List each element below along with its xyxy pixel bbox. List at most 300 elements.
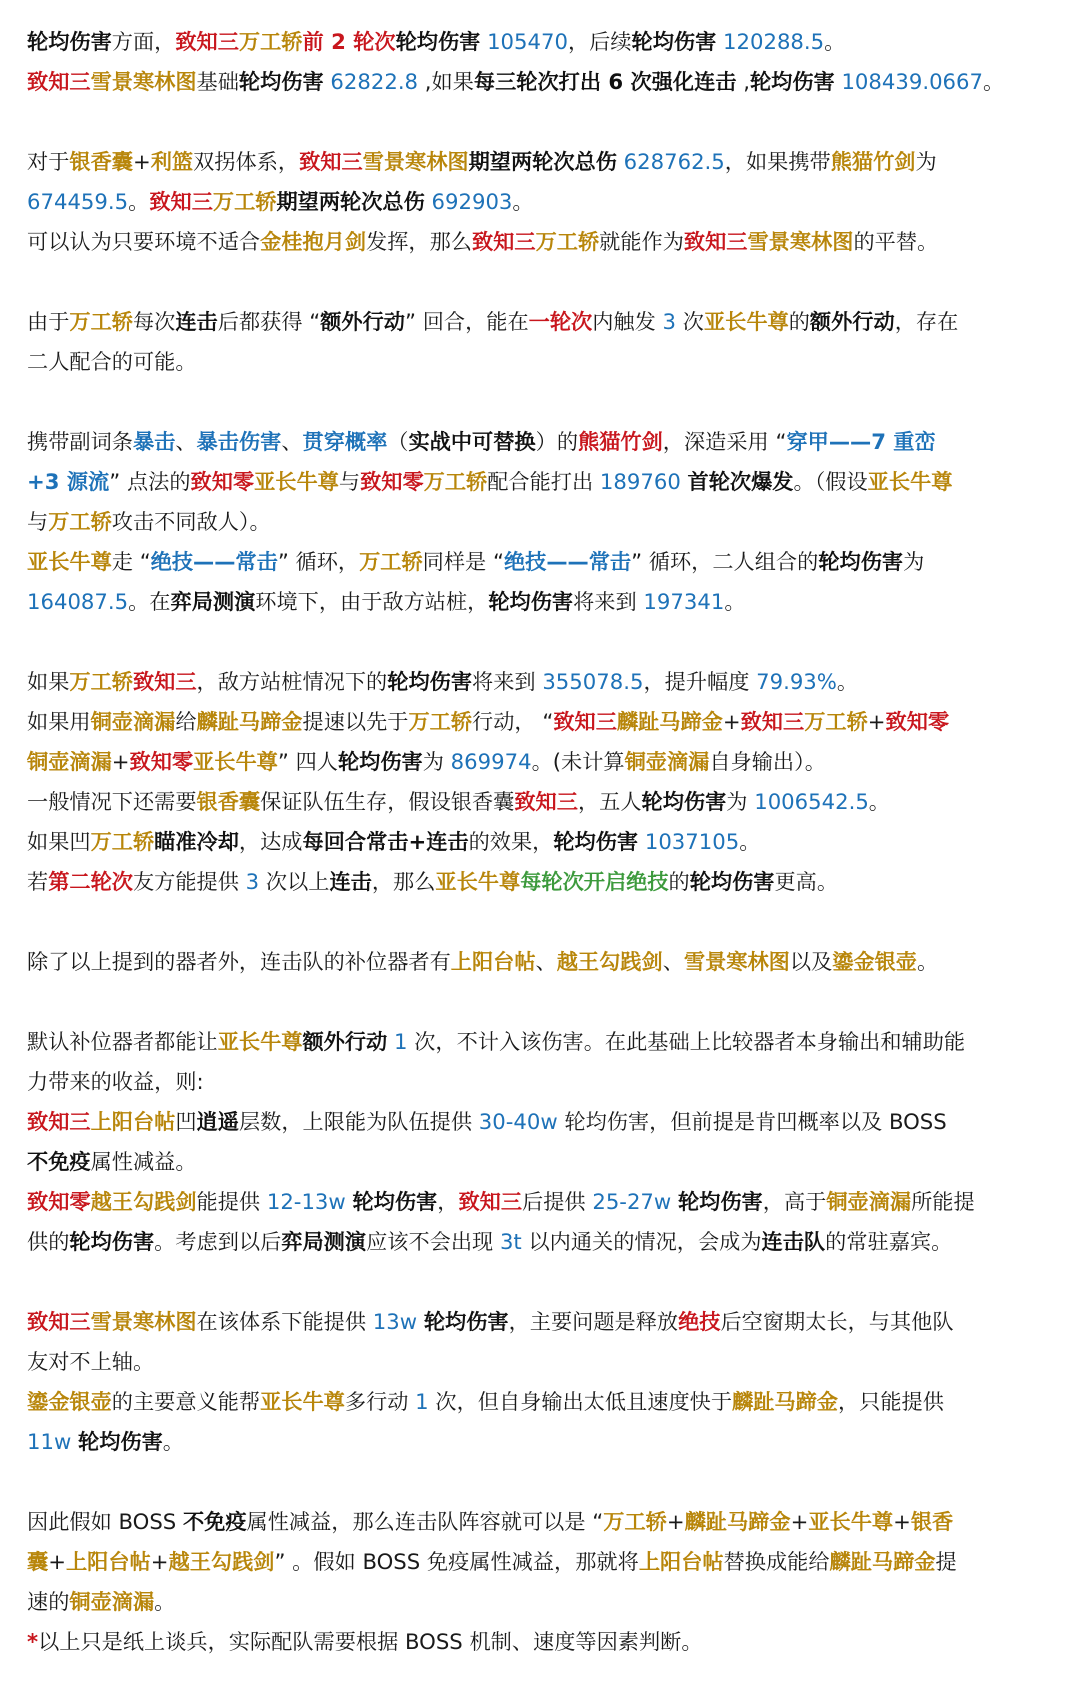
text-span: 凹 <box>175 1109 197 1134</box>
text-span: 。在 <box>128 589 171 614</box>
text-span: 197341 <box>636 589 725 614</box>
text-span: 亚长牛尊 <box>254 469 339 494</box>
text-span: 轮均伤害 <box>677 1189 763 1214</box>
text-span: 的效果， <box>468 829 554 854</box>
text-span: 致知三 <box>132 669 197 694</box>
text-span: ，提升幅度 <box>643 669 750 694</box>
text-span: 轮均伤害 <box>689 869 775 894</box>
text-span: ，高于 <box>762 1189 827 1214</box>
text-span: ）的 <box>535 429 579 454</box>
text-span: 189760 <box>593 469 688 494</box>
text-span: ，后续 <box>567 29 632 54</box>
text-span: 所能提 <box>911 1189 975 1214</box>
text-span: 友对不上轴。 <box>27 1349 155 1374</box>
text-span: 除了以上提到的器者外，连击队的补位器者有 <box>27 949 451 974</box>
text-span: 致知零 <box>360 469 424 494</box>
text-span: 轮均伤害 <box>749 69 835 94</box>
text-span: 亚长牛尊 <box>867 469 953 494</box>
text-span: 致知三 <box>740 709 805 734</box>
text-span: 银香 <box>910 1509 954 1534</box>
text-span: + <box>111 749 130 774</box>
text-span: 。 <box>917 949 939 974</box>
text-span: 3t <box>493 1229 529 1254</box>
text-span: 同样是 “ <box>422 549 504 574</box>
text-span: 二人配合的可能。 <box>27 349 197 374</box>
text-span: 亚长牛尊 <box>217 1029 303 1054</box>
text-line <box>27 1382 1057 1422</box>
text-span: + <box>150 1549 169 1574</box>
text-span: 铜壶滴漏 <box>90 709 176 734</box>
text-span: 为 <box>422 749 444 774</box>
text-span: 对于 <box>27 149 70 174</box>
text-span: 额外行动 <box>809 309 895 334</box>
paragraph <box>27 22 1057 102</box>
text-span: 的主要意义能帮 <box>111 1389 261 1414</box>
text-span: 亚长牛尊 <box>808 1509 894 1534</box>
text-span: 麟趾马蹄金 <box>684 1509 791 1534</box>
text-span: 麟趾马蹄金 <box>196 709 303 734</box>
text-span: 。 <box>836 669 859 694</box>
text-span: 轮均伤害 <box>641 789 727 814</box>
text-span: 致知三 <box>683 229 748 254</box>
text-span: ，五人 <box>577 789 642 814</box>
text-span: 674459.5 <box>27 189 129 214</box>
text-span: 692903 <box>424 189 513 214</box>
text-span: 。 <box>739 829 761 854</box>
text-span: 、 <box>281 429 303 454</box>
text-span: 次，不计入该伤害。在此基础上比较器者本身输出和辅助能 <box>414 1029 966 1054</box>
text-span: 不免疫 <box>182 1509 247 1534</box>
text-span: 后都获得 “ <box>217 309 321 334</box>
text-span: 利篮 <box>150 149 194 174</box>
text-span: 行动， “ <box>472 709 554 734</box>
text-span: + <box>722 709 741 734</box>
text-span: 力带来的收益，则: <box>27 1069 204 1094</box>
text-span: 绝技——常击 <box>150 549 278 574</box>
text-span: 亚长牛尊 <box>260 1389 345 1414</box>
text-span: 友方能提供 <box>132 869 246 894</box>
text-span: 亚长牛尊 <box>435 869 521 894</box>
text-span: 后空窗期太长，与其他队 <box>720 1309 954 1334</box>
text-span: 轮均伤害 <box>395 29 481 54</box>
text-span: 轮均伤害 <box>27 29 112 54</box>
text-span: 麟趾马蹄金 <box>732 1389 838 1414</box>
text-span: 越王勾践剑 <box>556 949 663 974</box>
text-line <box>27 1022 1057 1062</box>
text-span: 鎏金银壶 <box>27 1389 112 1414</box>
text-span: 30-40w <box>472 1109 565 1134</box>
text-span: 的 <box>788 309 810 334</box>
text-span: 如果凹 <box>27 829 91 854</box>
text-span: 给 <box>175 709 197 734</box>
text-line <box>27 782 1057 822</box>
text-span: 1006542.5 <box>747 789 869 814</box>
text-span: 金桂抱月剑 <box>260 229 367 254</box>
text-line <box>27 62 1057 102</box>
text-span: 轮均伤害 <box>631 29 717 54</box>
text-span: 的平替。 <box>853 229 939 254</box>
text-span: 弈局测演 <box>281 1229 367 1254</box>
text-span: 轮均伤害 <box>337 749 423 774</box>
text-span: 多行动 <box>344 1389 416 1414</box>
text-line <box>27 542 1057 582</box>
text-line <box>27 302 1057 342</box>
text-line <box>27 342 1057 382</box>
text-span: 为 <box>915 149 937 174</box>
text-span: 轮均伤害 <box>387 669 473 694</box>
text-span: 应该不会出现 <box>366 1229 494 1254</box>
text-span: 上阳台帖 <box>65 1549 151 1574</box>
text-span: + <box>893 1509 911 1534</box>
text-line <box>27 182 1057 222</box>
text-span: 致知三 <box>27 1309 91 1334</box>
text-span: 。 <box>724 589 746 614</box>
text-span: 万工轿 <box>423 469 488 494</box>
text-line <box>27 1182 1057 1222</box>
text-line <box>27 22 1057 62</box>
text-span: 。（假设 <box>793 469 868 494</box>
text-span: 连击队 <box>761 1229 826 1254</box>
text-line <box>27 942 1057 982</box>
text-span: * <box>27 1629 39 1654</box>
text-span: 致知三 <box>149 189 213 214</box>
text-span: 暴击 <box>132 429 176 454</box>
text-span: 1 <box>415 1389 429 1414</box>
text-span: 万工轿 <box>603 1509 667 1534</box>
text-span: 以内通关的情况，会成为 <box>528 1229 762 1254</box>
text-span: 提速以先于 <box>302 709 409 734</box>
text-span: + <box>867 709 886 734</box>
text-span: 如果 <box>27 669 70 694</box>
text-span: 轮均伤害 <box>553 829 639 854</box>
text-span: 更高。 <box>774 869 839 894</box>
text-span: ” 四人 <box>277 749 338 774</box>
text-span: 雪景寒林图 <box>362 149 469 174</box>
text-span: 628762.5 <box>616 149 725 174</box>
paragraph <box>27 1502 1057 1662</box>
text-span: 走 “ <box>111 549 151 574</box>
text-span: + <box>790 1509 809 1534</box>
text-span: ，如果携带 <box>724 149 831 174</box>
text-span: ” 回合，能在 <box>404 309 529 334</box>
text-line <box>27 1302 1057 1342</box>
text-span: 79.93% <box>749 669 837 694</box>
text-span: 亚长牛尊 <box>703 309 789 334</box>
text-line <box>27 1422 1057 1462</box>
text-span: 属性减益。 <box>90 1149 197 1174</box>
text-line <box>27 862 1057 902</box>
text-span: 以上只是纸上谈兵，实际配队需要根据 BOSS 机制、速度等因素判断。 <box>38 1629 703 1654</box>
text-span: 62822.8 <box>323 69 419 94</box>
text-span: 。 <box>983 69 1005 94</box>
text-line <box>27 702 1057 742</box>
text-span: 轮均伤害 <box>423 1309 509 1334</box>
text-line <box>27 742 1057 782</box>
text-span: 25-27w <box>585 1189 678 1214</box>
text-span: 致知零 <box>129 749 194 774</box>
paragraph <box>27 662 1057 902</box>
text-span: 1037105 <box>638 829 740 854</box>
text-span: 轮均伤害，但前提是肯凹概率以及 BOSS <box>564 1109 947 1134</box>
text-line <box>27 142 1057 182</box>
text-span: 为 <box>903 549 925 574</box>
text-span: 如果用 <box>27 709 91 734</box>
text-span: 将来到 <box>472 669 536 694</box>
text-span: 贯穿概率 <box>302 429 388 454</box>
text-span: ，深造采用 “ <box>662 429 787 454</box>
text-span: ” 循环， <box>277 549 360 574</box>
text-span: 13w <box>366 1309 424 1334</box>
text-span: 万工轿 <box>359 549 423 574</box>
text-span: ” 循环，二人组合的 <box>631 549 819 574</box>
text-span: 与 <box>338 469 361 494</box>
text-span: 致知三 <box>458 1189 523 1214</box>
text-span: 万工轿 <box>535 229 600 254</box>
text-span: 熊猫竹剑 <box>578 429 663 454</box>
text-span: 鎏金银壶 <box>832 949 917 974</box>
text-line <box>27 662 1057 702</box>
text-span: 期望两轮次总伤 <box>468 149 617 174</box>
text-span: 默认补位器者都能让 <box>27 1029 218 1054</box>
text-span: 108439.0667 <box>834 69 983 94</box>
text-span: 万工轿 <box>238 29 303 54</box>
text-span: 由于 <box>27 309 70 334</box>
text-span: 1 <box>387 1029 415 1054</box>
text-span: 熊猫竹剑 <box>830 149 916 174</box>
text-span: ” 点法的 <box>109 469 191 494</box>
text-span: ，那么 <box>371 869 436 894</box>
paragraph <box>27 942 1057 982</box>
text-span: 雪景寒林图 <box>683 949 790 974</box>
text-span: 雪景寒林图 <box>90 1309 197 1334</box>
text-span: 一轮次 <box>528 309 593 334</box>
text-span: 绝技——常击 <box>503 549 632 574</box>
text-span: 的 <box>668 869 690 894</box>
text-span: 的常驻嘉宾。 <box>825 1229 953 1254</box>
text-span: 额外行动 <box>302 1029 388 1054</box>
text-span: 致知三 <box>27 69 91 94</box>
text-span: 万工轿 <box>408 709 473 734</box>
text-span: 轮均伤害 <box>352 1189 438 1214</box>
text-span: 、 <box>175 429 197 454</box>
text-span: 就能作为 <box>599 229 684 254</box>
text-span: 银香囊 <box>69 149 133 174</box>
text-line <box>27 582 1057 622</box>
text-span: 穿甲——7 重峦 <box>786 429 936 454</box>
text-span: 铜壶滴漏 <box>826 1189 912 1214</box>
text-span: , <box>736 69 750 94</box>
text-span: 上阳台帖 <box>638 1549 724 1574</box>
text-line <box>27 1142 1057 1182</box>
text-span: 前 2 轮次 <box>302 29 396 54</box>
text-span: 致知三 <box>553 709 617 734</box>
text-span: 雪景寒林图 <box>747 229 854 254</box>
text-span: 属性减益，那么连击队阵容就可以是 “ <box>246 1509 604 1534</box>
text-span: 若 <box>27 869 49 894</box>
text-span: +3 源流 <box>27 469 110 494</box>
text-span: 后提供 <box>522 1189 586 1214</box>
text-span: ，敌方站桩情况下的 <box>196 669 388 694</box>
text-span: 轮均伤害 <box>818 549 904 574</box>
text-span: 105470 <box>480 29 568 54</box>
text-span: 万工轿 <box>48 509 112 534</box>
text-span: 。考虑到以后 <box>154 1229 282 1254</box>
text-span: 次 <box>676 309 704 334</box>
text-span: 每三轮次打出 6 次强化连击 <box>473 69 737 94</box>
text-span: 基础 <box>196 69 239 94</box>
paragraph <box>27 1022 1057 1262</box>
text-span: 一般情况下还需要 <box>27 789 197 814</box>
text-span: 万工轿 <box>804 709 868 734</box>
text-span: 层数，上限能为队伍提供 <box>238 1109 473 1134</box>
text-line <box>27 1502 1057 1542</box>
text-span: 麟趾马蹄金 <box>616 709 723 734</box>
text-span: 配合能打出 <box>487 469 594 494</box>
text-line <box>27 462 1057 502</box>
text-span: ,如果 <box>418 69 474 94</box>
text-span: 替换成能给 <box>723 1549 830 1574</box>
text-span: 致知零 <box>885 709 950 734</box>
text-line <box>27 502 1057 542</box>
text-span: 每轮次开启绝技 <box>520 869 669 894</box>
text-span: 攻击不同敌人）。 <box>111 509 271 534</box>
text-line <box>27 1542 1057 1582</box>
text-span: 与 <box>27 509 49 534</box>
text-span: 致知三 <box>299 149 363 174</box>
text-span: 。(未计算 <box>531 749 625 774</box>
text-span: 致知三 <box>471 229 536 254</box>
text-span: （ <box>387 429 409 454</box>
text-line <box>27 1342 1057 1382</box>
text-span: 万工轿 <box>69 669 133 694</box>
text-span: 雪景寒林图 <box>90 69 197 94</box>
text-span: 实战中可替换 <box>408 429 536 454</box>
text-span: 每回合常击+连击 <box>302 829 469 854</box>
text-span: 3 <box>662 309 677 334</box>
text-span: 164087.5 <box>27 589 129 614</box>
text-span: 银香囊 <box>196 789 261 814</box>
text-span: 将来到 <box>573 589 637 614</box>
text-span: 轮均伤害 <box>69 1229 155 1254</box>
text-span: 3 <box>245 869 260 894</box>
text-span: 瞄准冷却 <box>154 829 239 854</box>
text-span: 120288.5 <box>716 29 825 54</box>
text-span: 连击 <box>329 869 372 894</box>
text-span: 自身输出）。 <box>709 749 826 774</box>
text-span: + <box>48 1549 66 1574</box>
text-span: 次以上 <box>259 869 330 894</box>
text-span: 为 <box>726 789 748 814</box>
text-span: 亚长牛尊 <box>27 549 112 574</box>
text-span: 可以认为只要环境不适合 <box>27 229 261 254</box>
text-span: 致知零 <box>190 469 255 494</box>
text-line <box>27 1062 1057 1102</box>
text-span: 保证队伍生存，假设银香囊 <box>260 789 515 814</box>
text-span: 越王勾践剑 <box>90 1189 197 1214</box>
text-span: 每次 <box>132 309 176 334</box>
text-span: 内触发 <box>592 309 663 334</box>
text-line <box>27 1222 1057 1262</box>
text-span: 第二轮次 <box>48 869 133 894</box>
text-span: 。 <box>512 189 534 214</box>
text-span: 首轮次爆发 <box>687 469 794 494</box>
text-span: 上阳台帖 <box>450 949 536 974</box>
text-span: 囊 <box>27 1549 49 1574</box>
text-span: 因此假如 BOSS <box>27 1509 183 1534</box>
text-span: 绝技 <box>678 1309 721 1334</box>
text-span: 致知三 <box>514 789 578 814</box>
text-span: 致知零 <box>27 1189 91 1214</box>
text-span: 12-13w <box>260 1189 353 1214</box>
text-line <box>27 222 1057 262</box>
text-span: 能提供 <box>196 1189 261 1214</box>
text-span: 轮均伤害 <box>488 589 574 614</box>
text-span: 铜壶滴漏 <box>69 1589 155 1614</box>
text-span: 。 <box>128 189 150 214</box>
text-span: 期望两轮次总伤 <box>276 189 425 214</box>
text-span: 355078.5 <box>535 669 644 694</box>
text-span: 轮均伤害 <box>238 69 324 94</box>
text-span: 铜壶滴漏 <box>27 749 112 774</box>
text-span: 以及 <box>789 949 833 974</box>
text-span: 万工轿 <box>69 309 133 334</box>
text-span: 提 <box>935 1549 957 1574</box>
text-span: 。 <box>154 1589 176 1614</box>
paragraph <box>27 302 1057 382</box>
text-span: ，达成 <box>238 829 303 854</box>
text-span: + <box>666 1509 685 1534</box>
text-span: 速的 <box>27 1589 70 1614</box>
text-span: 。 <box>162 1429 184 1454</box>
article-body <box>27 0 1057 1702</box>
text-span: 。 <box>868 789 890 814</box>
text-span: 双拐体系， <box>193 149 300 174</box>
paragraph <box>27 142 1057 262</box>
text-span: 致知三 <box>27 1109 91 1134</box>
text-span: ” 。假如 BOSS 免疫属性减益，那就将 <box>274 1549 639 1574</box>
text-span: 亚长牛尊 <box>193 749 278 774</box>
paragraph <box>27 422 1057 622</box>
text-span: 越王勾践剑 <box>168 1549 275 1574</box>
text-line <box>27 422 1057 462</box>
text-span: 在该体系下能提供 <box>196 1309 367 1334</box>
text-span: 发挥，那么 <box>366 229 472 254</box>
text-span: 弈局测演 <box>170 589 256 614</box>
text-span: 、 <box>662 949 684 974</box>
text-span: 铜壶滴漏 <box>624 749 710 774</box>
text-span: 万工轿 <box>90 829 155 854</box>
text-span: 万工轿 <box>212 189 277 214</box>
text-span: 。 <box>824 29 846 54</box>
text-span: 致知三 <box>175 29 239 54</box>
text-line <box>27 822 1057 862</box>
text-span: 携带副词条 <box>27 429 133 454</box>
paragraph <box>27 1302 1057 1462</box>
text-span: ，主要问题是释放 <box>508 1309 679 1334</box>
text-span: 方面， <box>111 29 176 54</box>
text-span: 轮均伤害 <box>78 1429 163 1454</box>
text-span: 、 <box>535 949 557 974</box>
text-span: 暴击伤害 <box>196 429 282 454</box>
text-span: 次，但自身输出太低且速度快于 <box>428 1389 733 1414</box>
text-span: 额外行动 <box>320 309 405 334</box>
text-span: 869974 <box>443 749 532 774</box>
text-span: 连击 <box>175 309 218 334</box>
text-span: ，存在 <box>894 309 959 334</box>
text-span: ，只能提供 <box>837 1389 944 1414</box>
text-span: ， <box>437 1189 459 1214</box>
text-span: 不免疫 <box>27 1149 91 1174</box>
